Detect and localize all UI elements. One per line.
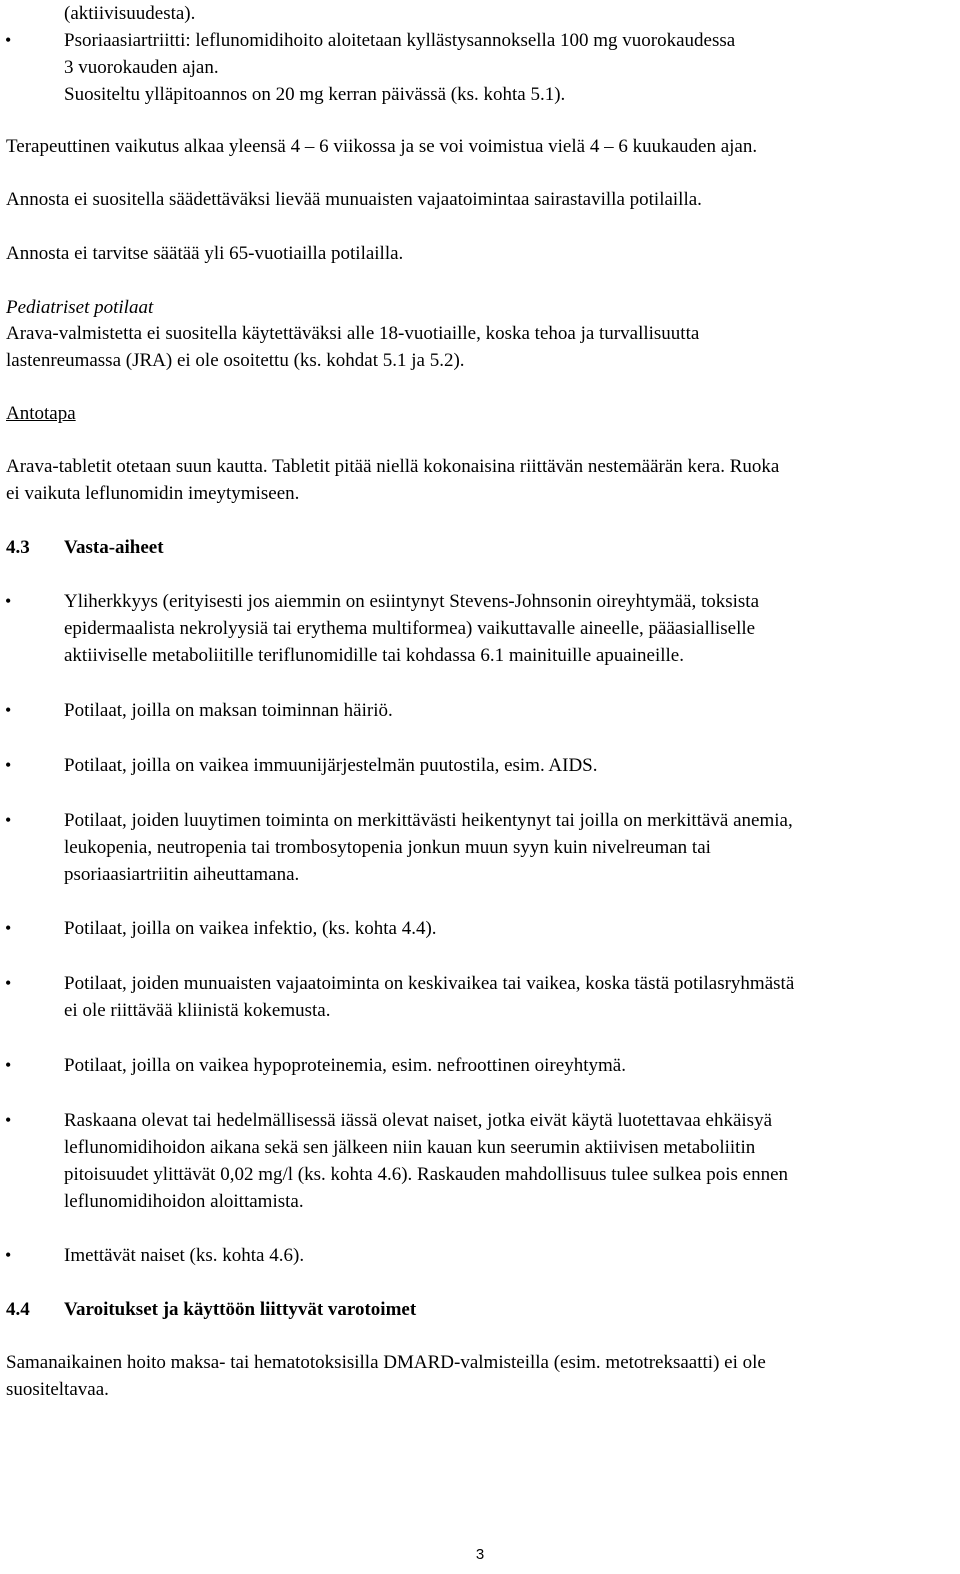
contraindication-6-line-2: ei ole riittävää kliinistä kokemusta. [64,1000,331,1021]
psoriasis-dose-line-2: 3 vuorokauden ajan. [64,57,219,78]
section-number: 4.4 [6,1299,30,1320]
bullet-icon: • [5,1110,12,1130]
contraindication-4-line-3: psoriaasiartriitin aiheuttamana. [64,864,300,885]
psoriasis-dose-line-1: Psoriaasiartriitti: leflunomidihoito aloitetaan kyllästysannoksella 100 mg vuorokaudessa [64,30,736,51]
administration-text-line-1: Arava-tabletit otetaan suun kautta. Tabletit pitää niellä kokonaisina riittävän nestemäärän kera. Ruoka [6,456,780,477]
bullet-icon: • [5,918,12,938]
section-4-4-heading [6,1296,956,1323]
pediatric-text-line-2: lastenreumassa (JRA) ei ole osoitettu (ks. kohdat 5.1 ja 5.2). [6,350,465,371]
section-title: Varoitukset ja käyttöön liittyvät varotoimet [64,1299,417,1320]
contraindication-8-line-3: pitoisuudet ylittävät 0,02 mg/l (ks. kohta 4.6). Raskauden mahdollisuus tulee sulkea pois ennen [64,1164,789,1185]
renal-dose-text: Annosta ei suositella säädettäväksi lievää munuaisten vajaatoimintaa sairastavilla potilailla. [6,189,702,210]
contraindication-8-line-4: leflunomidihoidon aloittamista. [64,1191,304,1212]
continuation-text: (aktiivisuudesta). [64,3,196,24]
contraindication-8-line-1: Raskaana olevat tai hedelmällisessä iässä olevat naiset, jotka eivät käytä luotettavaa ehkäisyä [64,1110,773,1131]
section-title: Vasta-aiheet [64,537,164,558]
warnings-text-line-2: suositeltavaa. [6,1379,109,1400]
contraindication-2-line-1: Potilaat, joilla on maksan toiminnan häiriö. [64,700,393,721]
contraindication-1-line-1: Yliherkkyys (erityisesti jos aiemmin on esiintynyt Stevens-Johnsonin oireyhtymää, toksista [64,591,760,612]
elderly-dose-text: Annosta ei tarvitse säätää yli 65-vuotiailla potilailla. [6,243,404,264]
administration-heading: Antotapa [6,403,76,424]
section-number: 4.3 [6,537,30,558]
pediatric-text-line-1: Arava-valmistetta ei suositella käytettäväksi alle 18-vuotiaille, koska tehoa ja turvallisuutta [6,323,700,344]
contraindication-5-line-1: Potilaat, joilla on vaikea infektio, (ks. kohta 4.4). [64,918,437,939]
administration-text-line-2: ei vaikuta leflunomidin imeytymiseen. [6,483,300,504]
page-number: 3 [475,1546,485,1563]
bullet-icon: • [5,700,12,720]
contraindication-7-line-1: Potilaat, joilla on vaikea hypoproteinemia, esim. nefroottinen oireyhtymä. [64,1055,626,1076]
bullet-icon: • [5,1055,12,1075]
psoriasis-dose-line-3: Suositeltu ylläpitoannos on 20 mg kerran päivässä (ks. kohta 5.1). [64,84,566,105]
contraindication-3-line-1: Potilaat, joilla on vaikea immuunijärjestelmän puutostila, esim. AIDS. [64,755,598,776]
bullet-icon: • [5,755,12,775]
contraindication-8-line-2: leflunomidihoidon aikana sekä sen jälkeen niin kauan kun seerumin aktiivisen metaboliitin [64,1137,756,1158]
contraindication-9-line-1: Imettävät naiset (ks. kohta 4.6). [64,1245,305,1266]
contraindication-1-line-3: aktiiviselle metaboliitille teriflunomidille tai kohdassa 6.1 mainituille apuaineille. [64,645,684,666]
contraindication-6-line-1: Potilaat, joiden munuaisten vajaatoiminta on keskivaikea tai vaikea, koska tästä potilasryhmästä [64,973,795,994]
bullet-icon: • [5,810,12,830]
pediatric-heading: Pediatriset potilaat [6,297,154,318]
bullet-icon: • [5,1245,12,1265]
contraindication-4-line-1: Potilaat, joiden luuytimen toiminta on merkittävästi heikentynyt tai joilla on merkittävä anemia, [64,810,793,831]
contraindication-4-line-2: leukopenia, neutropenia tai trombosytopenia jonkun muun syyn kuin nivelreuman tai [64,837,711,858]
therapeutic-effect-text: Terapeuttinen vaikutus alkaa yleensä 4 – 6 viikossa ja se voi voimistua vielä 4 – 6 kuukauden ajan. [6,136,758,157]
warnings-text-line-1: Samanaikainen hoito maksa- tai hematotoksisilla DMARD-valmisteilla (esim. metotreksaatti) ei ole [6,1352,766,1373]
contraindication-1-line-2: epidermaalista nekrolyysiä tai erythema multiformea) vaikuttavalle aineelle, pääasialliselle [64,618,756,639]
bullet-icon: • [5,591,12,611]
bullet-icon: • [5,30,12,50]
section-4-3-heading [6,534,956,561]
bullet-icon: • [5,973,12,993]
